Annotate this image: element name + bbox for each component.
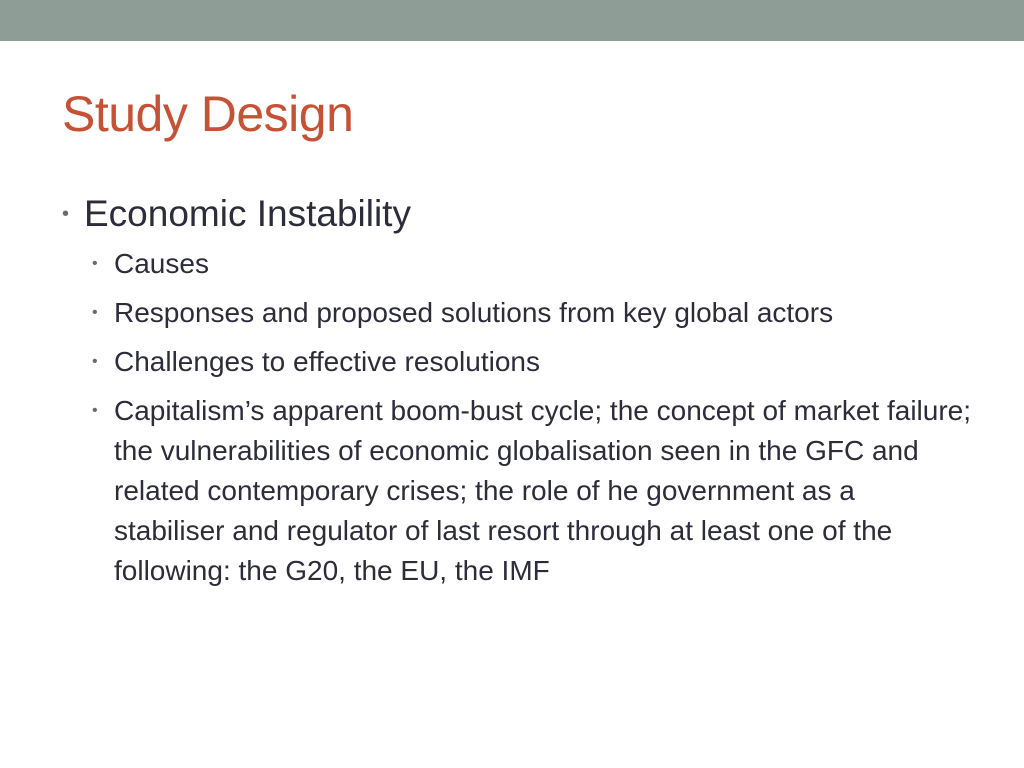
bullet-dot-icon: •: [92, 304, 98, 321]
bullet-dot-icon: •: [92, 402, 98, 419]
bullet-dot-icon: •: [62, 203, 70, 225]
sub-bullet: [92, 391, 972, 591]
bullet-dot-icon: •: [92, 353, 98, 370]
slide-title: Study Design: [62, 86, 354, 142]
sub-bullet: [92, 342, 972, 382]
bullet-dot-icon: •: [92, 255, 98, 272]
sub-bullet-text: Causes: [114, 248, 209, 279]
sub-bullet: [92, 244, 972, 284]
top-accent-bar: [0, 0, 1024, 41]
bullet-level1: [62, 190, 972, 238]
sub-bullet-text: Responses and proposed solutions from key global actors: [114, 297, 834, 328]
sub-bullet-text: Challenges to effective resolutions: [114, 346, 540, 377]
sub-bullet-list: [92, 244, 972, 591]
slide-content: [62, 190, 972, 600]
sub-bullet: [92, 293, 972, 333]
main-point-text: Economic Instability: [84, 193, 411, 234]
sub-bullet-text: Capitalism’s apparent boom-bust cycle; the concept of market failure; the vulnerabilities of economic globalisation seen in the GFC and related contemporary crises; the role of he government as a stabiliser and regulator of last resort through at least one of the following: the G20, the EU, the IMF: [114, 395, 972, 586]
